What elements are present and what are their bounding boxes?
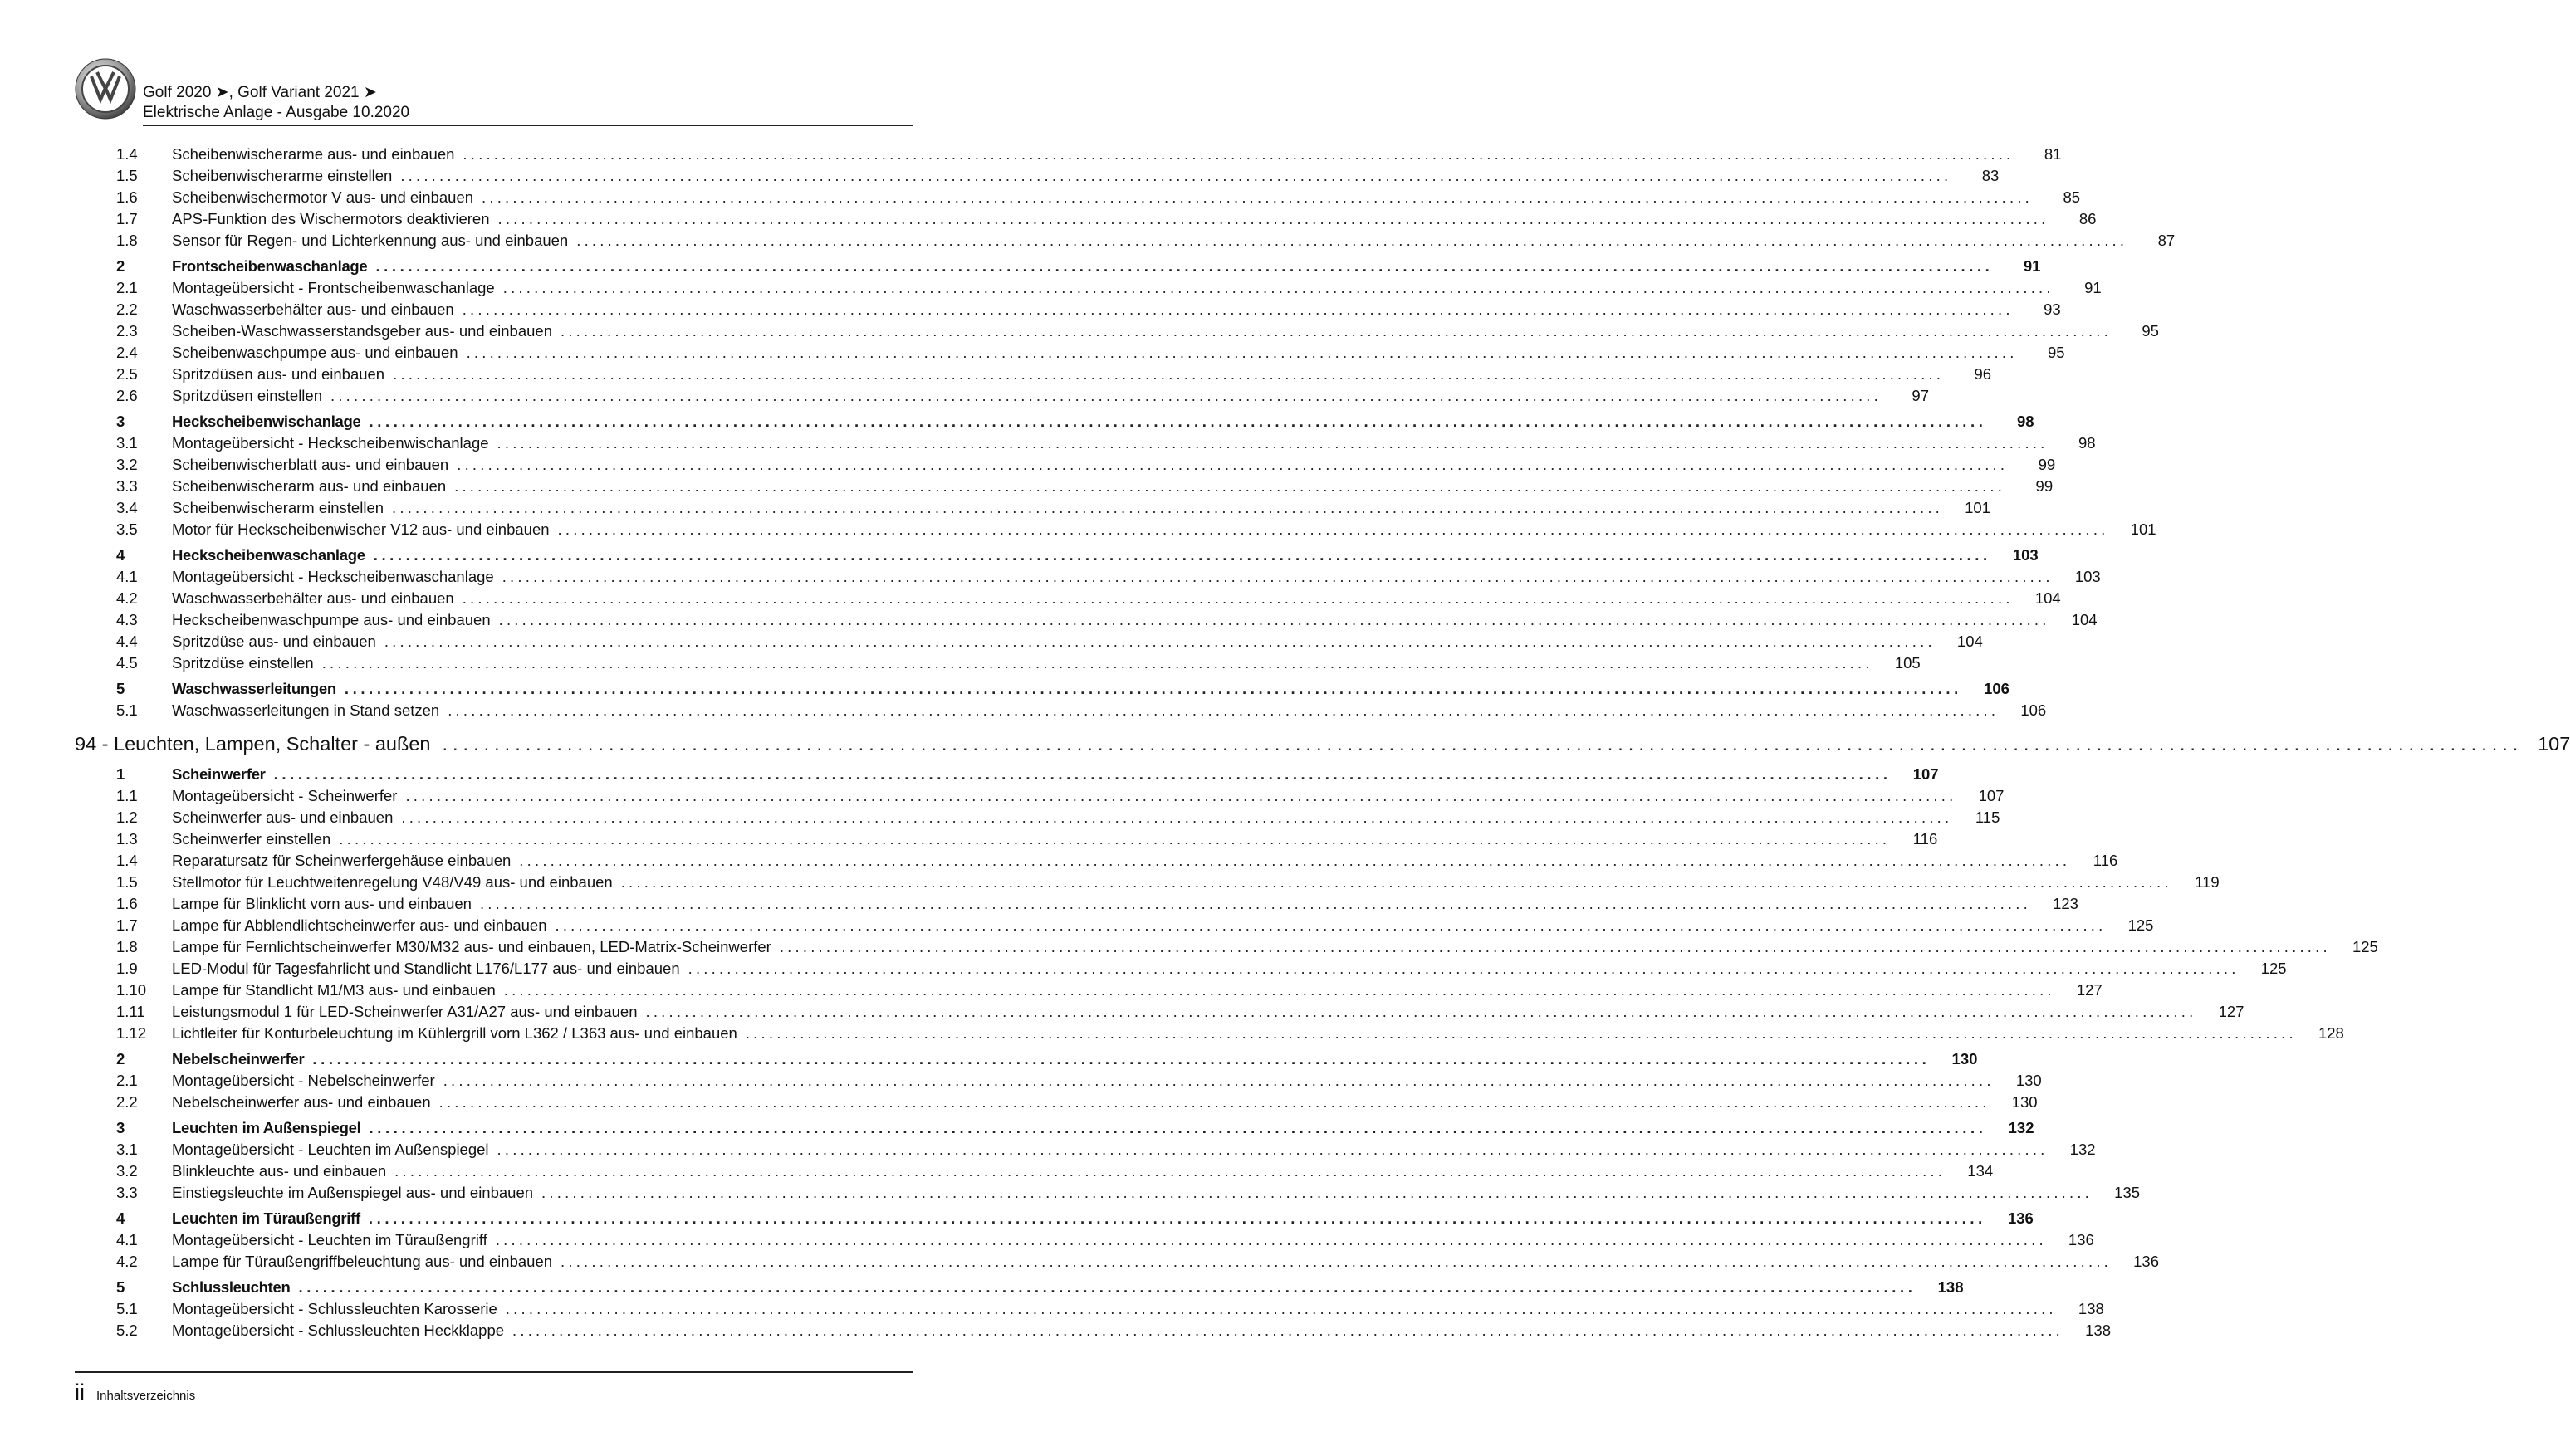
toc-entry[interactable] xyxy=(75,1092,2038,1113)
toc-dot-leader: ........................................................................................................................................................................................................ xyxy=(344,680,1962,697)
toc-entry-page: 101 xyxy=(1965,499,1991,516)
toc-entry-page: 87 xyxy=(2157,232,2176,249)
toc-entry-title: Lampe für Fernlichtscheinwerfer M30/M32 aus- und einbauen, LED-Matrix-Scheinwerfer xyxy=(172,938,771,955)
toc-dot-leader: ........................................................................................................................................................................................................ xyxy=(688,960,2240,977)
toc-dot-leader: ........................................................................................................................................................................................................ xyxy=(512,1322,2064,1339)
toc-entry-title: Lichtleiter für Konturbeleuchtung im Kühlergrill vorn L362 / L363 aus- und einbauen xyxy=(172,1024,737,1042)
toc-dot-leader: ........................................................................................................................................................................................................ xyxy=(339,830,1891,848)
toc-entry-page: 101 xyxy=(2130,520,2156,538)
toc-entry-page: 130 xyxy=(1951,1050,1978,1068)
toc-entry-title: Scheinwerfer aus- und einbauen xyxy=(172,809,394,826)
toc-entry[interactable] xyxy=(75,432,2096,454)
toc-dot-leader: ........................................................................................................................................................................................................ xyxy=(745,1024,2297,1042)
toc-entry[interactable] xyxy=(75,700,2047,721)
toc-entry-title: Montageübersicht - Leuchten im Türaußengriff xyxy=(172,1231,487,1248)
toc-entry[interactable] xyxy=(75,1160,1994,1182)
toc-entry-title: APS-Funktion des Wischermotors deaktivieren xyxy=(172,210,490,227)
toc-chapter-entry[interactable] xyxy=(75,764,1939,785)
toc-entry-number: 5 xyxy=(116,680,125,697)
toc-dot-leader: ........................................................................................................................................................................................................ xyxy=(497,1141,2049,1158)
toc-entry-title: Scheibenwischerarm aus- und einbauen xyxy=(172,477,447,495)
footer-page-number: ii xyxy=(75,1380,85,1405)
toc-entry-number: 3.2 xyxy=(116,456,138,473)
toc-entry-title: Montageübersicht - Scheinwerfer xyxy=(172,787,398,804)
toc-entry-number: 2.5 xyxy=(116,365,138,383)
toc-dot-leader: ........................................................................................................................................................................................................ xyxy=(497,210,2049,227)
toc-dot-leader: ........................................................................................................................................................................................................ xyxy=(541,1184,2093,1201)
toc-entry-page: 132 xyxy=(2008,1119,2034,1136)
toc-entry-page: 127 xyxy=(2076,981,2103,999)
table-of-contents xyxy=(75,144,2570,1341)
toc-dot-leader: ........................................................................................................................................................................................................ xyxy=(369,413,1987,430)
toc-entry[interactable] xyxy=(75,385,1929,407)
toc-entry-number: 2.2 xyxy=(116,1093,138,1111)
toc-entry-page: 132 xyxy=(2069,1141,2096,1158)
toc-dot-leader: ........................................................................................................................................................................................................ xyxy=(576,232,2128,249)
toc-dot-leader: ........................................................................................................................................................................................................ xyxy=(392,499,1944,516)
toc-entry[interactable] xyxy=(75,1320,2112,1341)
toc-entry-number: 2 xyxy=(116,257,125,275)
toc-dot-leader: ........................................................................................................................................................................................................ xyxy=(373,546,1991,564)
toc-entry-number: 2.6 xyxy=(116,387,138,404)
toc-entry-number: 1.4 xyxy=(116,852,138,869)
toc-dot-leader: ........................................................................................................................................................................................................ xyxy=(620,873,2172,891)
toc-entry-number: 3.1 xyxy=(116,434,138,452)
toc-dot-leader: ........................................................................................................................................................................................................ xyxy=(312,1050,1931,1068)
toc-entry-title: Blinkleuchte aus- und einbauen xyxy=(172,1162,387,1180)
toc-entry-number: 4.3 xyxy=(116,611,138,628)
footer-divider xyxy=(75,1371,913,1373)
toc-entry-number: 5.2 xyxy=(116,1322,138,1339)
toc-dot-leader: ........................................................................................................................................................................................................ xyxy=(463,145,2014,163)
toc-entry[interactable] xyxy=(75,299,2061,320)
toc-chapter-entry[interactable] xyxy=(75,411,2034,432)
toc-entry-page: 98 xyxy=(2016,413,2034,430)
toc-entry[interactable] xyxy=(75,828,1938,850)
vw-logo-icon xyxy=(75,58,136,120)
toc-entry-number: 1.8 xyxy=(116,938,138,955)
toc-entry-title: Waschwasserbehälter aus- und einbauen xyxy=(172,300,454,318)
toc-chapter-entry[interactable] xyxy=(75,1048,1978,1070)
document-title xyxy=(143,83,409,123)
toc-entry-number: 4.1 xyxy=(116,1231,138,1248)
toc-entry[interactable] xyxy=(75,1298,2104,1320)
toc-dot-leader: ........................................................................................................................................................................................................ xyxy=(561,1253,2112,1270)
toc-entry[interactable] xyxy=(75,320,2159,342)
toc-entry-page: 136 xyxy=(2068,1231,2094,1248)
toc-entry-number: 3.1 xyxy=(116,1141,138,1158)
page-header xyxy=(75,58,913,129)
toc-dot-leader: ........................................................................................................................................................................................................ xyxy=(321,654,1873,672)
toc-dot-leader: ........................................................................................................................................................................................................ xyxy=(369,1119,1987,1136)
toc-entry-title: Heckscheibenwaschanlage xyxy=(172,546,365,564)
toc-dot-leader: ........................................................................................................................................................................................................ xyxy=(298,1278,1916,1296)
toc-dot-leader: ........................................................................................................................................................................................................ xyxy=(368,1209,1986,1227)
toc-entry-number: 1.12 xyxy=(116,1024,147,1042)
toc-entry-title: Heckscheibenwaschpumpe aus- und einbauen xyxy=(172,611,491,628)
toc-entry-page: 130 xyxy=(2011,1093,2038,1111)
toc-entry-page: 119 xyxy=(2195,873,2220,891)
toc-chapter-entry[interactable] xyxy=(75,545,2039,566)
toc-entry-page: 134 xyxy=(1967,1162,1994,1180)
toc-entry-page: 96 xyxy=(1974,365,1992,383)
toc-entry-number: 2.2 xyxy=(116,300,138,318)
toc-entry-page: 123 xyxy=(2053,895,2078,912)
toc-entry-number: 4.1 xyxy=(116,568,138,585)
toc-dot-leader: ........................................................................................................................................................................................................ xyxy=(462,589,2014,607)
toc-entry-title: Spritzdüsen aus- und einbauen xyxy=(172,365,385,383)
toc-dot-leader: ........................................................................................................................................................................................................ xyxy=(645,1003,2197,1020)
toc-dot-leader: ........................................................................................................................................................................................................ xyxy=(495,1231,2047,1248)
toc-entry-title: Montageübersicht - Heckscheibenwischanlage xyxy=(172,434,489,452)
toc-entry[interactable] xyxy=(75,519,2156,540)
toc-entry-title: Sensor für Regen- und Lichterkennung aus- und einbauen xyxy=(172,232,569,249)
toc-entry-number: 1.5 xyxy=(116,167,138,184)
toc-entry-title: Nebelscheinwerfer xyxy=(172,1050,305,1068)
toc-entry-title: Scheiben-Waschwasserstandsgeber aus- und einbauen xyxy=(172,322,552,340)
toc-entry[interactable] xyxy=(75,1001,2244,1023)
toc-entry-number: 2.1 xyxy=(116,1072,138,1089)
toc-entry-page: 138 xyxy=(1937,1278,1964,1296)
toc-entry-page: 93 xyxy=(2044,300,2061,318)
toc-dot-leader: ........................................................................................................................................................................................................ xyxy=(502,279,2054,296)
toc-dot-leader: ........................................................................................................................................................................................................ xyxy=(497,434,2049,452)
toc-entry[interactable] xyxy=(75,588,2061,609)
toc-entry-number: 5 xyxy=(116,1278,125,1296)
toc-entry-number: 1.3 xyxy=(116,830,138,848)
toc-entry-title: Schlussleuchten xyxy=(172,1278,291,1296)
toc-dot-leader: ........................................................................................................................................................................................................ xyxy=(443,1072,1995,1089)
toc-entry-page: 95 xyxy=(2047,344,2065,361)
toc-entry-page: 106 xyxy=(2020,701,2047,719)
toc-entry-title: Montageübersicht - Schlussleuchten Karosserie xyxy=(172,1300,497,1317)
toc-entry-number: 1.1 xyxy=(116,787,138,804)
toc-chapter-entry[interactable] xyxy=(75,1117,2034,1139)
toc-entry-number: 3 xyxy=(116,1119,125,1136)
toc-entry-title: Lampe für Standlicht M1/M3 aus- und einbauen xyxy=(172,981,496,999)
toc-entry[interactable] xyxy=(75,958,2287,980)
toc-entry[interactable] xyxy=(75,187,2081,208)
header-divider xyxy=(143,125,913,126)
toc-entry[interactable] xyxy=(75,342,2065,364)
toc-entry-page: 99 xyxy=(2038,456,2056,473)
toc-chapter-entry[interactable] xyxy=(75,1277,1964,1298)
toc-entry-title: Scheibenwischerarme aus- und einbauen xyxy=(172,145,455,163)
toc-entry-title: Stellmotor für Leuchtweitenregelung V48/V49 aus- und einbauen xyxy=(172,873,613,891)
toc-chapter-entry[interactable] xyxy=(75,678,2009,700)
toc-dot-leader: ........................................................................................................................................................................................................ xyxy=(557,520,2109,538)
toc-entry-title: Lampe für Blinklicht vorn aus- und einbauen xyxy=(172,895,472,912)
toc-entry[interactable] xyxy=(75,980,2103,1001)
toc-dot-leader: ........................................................................................................................................................................................................ xyxy=(505,1300,2057,1317)
toc-dot-leader: ........................................................................................................................................................................................................ xyxy=(384,633,1936,650)
toc-entry-page: 107 xyxy=(1978,787,2005,804)
toc-entry-number: 3 xyxy=(116,413,125,430)
toc-entry-number: 3.2 xyxy=(116,1162,138,1180)
toc-dot-leader: ........................................................................................................................................................................................................ xyxy=(393,365,1945,383)
toc-entry[interactable] xyxy=(75,230,2176,252)
toc-entry-title: Montageübersicht - Schlussleuchten Heckklappe xyxy=(172,1322,505,1339)
toc-entry-title: Scheibenwischerarm einstellen xyxy=(172,499,384,516)
toc-dot-leader: ........................................................................................................................................................................................................ xyxy=(519,852,2071,869)
toc-entry-title: Einstiegsleuchte im Außenspiegel aus- und einbauen xyxy=(172,1184,534,1201)
toc-entry-number: 1.2 xyxy=(116,809,138,826)
toc-entry-page: 125 xyxy=(2260,960,2287,977)
toc-entry-page: 135 xyxy=(2114,1184,2141,1201)
toc-dot-leader: ........................................................................................................................................................................................................ xyxy=(394,1162,1946,1180)
toc-entry-title: Scheibenwaschpumpe aus- und einbauen xyxy=(172,344,458,361)
toc-entry-page: 106 xyxy=(1984,680,2009,697)
toc-dot-leader: ........................................................................................................................................................................................................ xyxy=(454,477,2006,495)
toc-entry-number: 1.5 xyxy=(116,873,138,891)
toc-entry-title: Leistungsmodul 1 für LED-Scheinwerfer A31/A27 aus- und einbauen xyxy=(172,1003,638,1020)
toc-entry[interactable] xyxy=(75,1023,2344,1044)
toc-entry-page: 86 xyxy=(2078,210,2097,227)
toc-entry-page: 97 xyxy=(1912,387,1929,404)
toc-dot-leader: ........................................................................................................................................................................................................ xyxy=(438,1093,1990,1111)
toc-entry-page: 104 xyxy=(1956,633,1983,650)
toc-entry-number: 4.2 xyxy=(116,1253,138,1270)
toc-entry-number: 4.5 xyxy=(116,654,138,672)
toc-entry-page: 103 xyxy=(2074,568,2101,585)
toc-entry-page: 125 xyxy=(2127,916,2154,934)
toc-entry[interactable] xyxy=(75,807,2000,828)
toc-dot-leader: ........................................................................................................................................................................................................ xyxy=(503,981,2055,999)
toc-entry[interactable] xyxy=(75,364,1992,385)
toc-entry[interactable] xyxy=(75,497,1991,519)
toc-entry-page: 91 xyxy=(2023,257,2041,275)
toc-entry-title: Heckscheibenwischanlage xyxy=(172,413,361,430)
toc-entry-title: Scheinwerfer xyxy=(172,765,266,783)
toc-entry-page: 128 xyxy=(2318,1024,2344,1042)
toc-entry-title: Montageübersicht - Leuchten im Außenspiegel xyxy=(172,1141,489,1158)
toc-entry-page: 98 xyxy=(2078,434,2096,452)
toc-entry-page: 107 xyxy=(1912,765,1939,783)
toc-dot-leader: ........................................................................................................................................................................................................ xyxy=(466,344,2018,361)
toc-entry-number: 1.9 xyxy=(116,960,138,977)
toc-entry-page: 136 xyxy=(2007,1209,2034,1227)
toc-entry-number: 2 xyxy=(116,1050,125,1068)
toc-dot-leader: ........................................................................................................................................................................................................ xyxy=(479,895,2031,912)
toc-entry-number: 5.1 xyxy=(116,701,138,719)
toc-entry-title: Waschwasserleitungen in Stand setzen xyxy=(172,701,440,719)
toc-entry-page: 107 xyxy=(2538,733,2570,755)
toc-dot-leader: ........................................................................................................................................................................................................ xyxy=(330,387,1882,404)
toc-entry-number: 2.4 xyxy=(116,344,138,361)
toc-chapter-entry[interactable] xyxy=(75,256,2041,277)
toc-entry-page: 125 xyxy=(2352,938,2378,955)
footer-label: Inhaltsverzeichnis xyxy=(96,1389,196,1403)
toc-entry-title: Frontscheibenwaschanlage xyxy=(172,257,368,275)
toc-entry[interactable] xyxy=(75,936,2378,958)
toc-dot-leader: ........................................................................................................................................................................................................ xyxy=(555,916,2107,934)
toc-dot-leader: ........................................................................................................................................................................................................ xyxy=(498,611,2050,628)
toc-entry-page: 115 xyxy=(1975,809,2000,826)
toc-entry[interactable] xyxy=(75,566,2101,588)
toc-entry-page: 81 xyxy=(2044,145,2062,163)
toc-entry[interactable] xyxy=(75,476,2054,497)
toc-entry-number: 4.4 xyxy=(116,633,138,650)
toc-entry-page: 95 xyxy=(2142,322,2159,340)
toc-entry-number: 2.3 xyxy=(116,322,138,340)
toc-entry-page: 127 xyxy=(2218,1003,2244,1020)
toc-entry[interactable] xyxy=(75,208,2097,230)
toc-entry-title: Leuchten im Türaußengriff xyxy=(172,1209,360,1227)
toc-dot-leader: ........................................................................................................................................................................................................ xyxy=(482,188,2034,206)
toc-entry-title: Lampe für Türaußengriffbeleuchtung aus- und einbauen xyxy=(172,1253,553,1270)
toc-entry-title: Leuchten im Außenspiegel xyxy=(172,1119,361,1136)
toc-entry[interactable] xyxy=(75,1229,2094,1251)
toc-dot-leader: ........................................................................................................................................................................................................ xyxy=(779,938,2331,955)
toc-chapter-entry[interactable] xyxy=(75,1208,2034,1229)
toc-entry-number: 1.6 xyxy=(116,895,138,912)
toc-entry-title: Scheinwerfer einstellen xyxy=(172,830,331,848)
toc-section-entry[interactable] xyxy=(75,728,2570,760)
toc-entry-title: Montageübersicht - Heckscheibenwaschanlage xyxy=(172,568,494,585)
toc-entry-title: Montageübersicht - Nebelscheinwerfer xyxy=(172,1072,435,1089)
toc-entry-page: 130 xyxy=(2015,1072,2042,1089)
toc-dot-leader: ........................................................................................................................................................................................................ xyxy=(273,765,1892,783)
toc-entry-page: 138 xyxy=(2085,1322,2112,1339)
toc-dot-leader: ........................................................................................................................................................................................................ xyxy=(400,167,1952,184)
toc-entry-number: 1 xyxy=(116,765,125,783)
toc-entry[interactable] xyxy=(75,915,2154,936)
toc-entry-title: Scheibenwischermotor V aus- und einbauen xyxy=(172,188,474,206)
toc-entry[interactable] xyxy=(75,277,2102,299)
toc-entry[interactable] xyxy=(75,1251,2160,1273)
toc-dot-leader: ........................................................................................................................................................................................................ xyxy=(457,456,2009,473)
toc-entry-page: 104 xyxy=(2071,611,2098,628)
toc-entry-number: 4 xyxy=(116,546,125,564)
toc-entry-number: 1.7 xyxy=(116,916,138,934)
toc-entry-title: Reparatursatz für Scheinwerfergehäuse einbauen xyxy=(172,852,512,869)
toc-entry-page: 116 xyxy=(1912,830,1938,848)
toc-entry-title: Spritzdüse einstellen xyxy=(172,654,314,672)
toc-entry[interactable] xyxy=(75,893,2078,915)
toc-entry-number: 1.4 xyxy=(116,145,138,163)
toc-entry-page: 136 xyxy=(2133,1253,2160,1270)
toc-entry-page: 99 xyxy=(2035,477,2054,495)
toc-entry-title: Lampe für Abblendlichtscheinwerfer aus- und einbauen xyxy=(172,916,547,934)
toc-entry-number: 1.11 xyxy=(116,1003,145,1020)
toc-entry-title: Scheibenwischerarme einstellen xyxy=(172,167,393,184)
toc-entry-number: 1.6 xyxy=(116,188,138,206)
toc-entry[interactable] xyxy=(75,785,2005,807)
toc-entry-page: 104 xyxy=(2034,589,2061,607)
toc-entry[interactable] xyxy=(75,1139,2096,1160)
toc-entry[interactable] xyxy=(75,1182,2141,1204)
toc-dot-leader: ........................................................................................................................................................................................................ xyxy=(448,701,2000,719)
toc-entry-title: Waschwasserbehälter aus- und einbauen xyxy=(172,589,454,607)
toc-entry-page: 138 xyxy=(2078,1300,2104,1317)
toc-dot-leader: ........................................................................................................................................................................................................ xyxy=(442,733,2523,755)
toc-entry-number: 1.8 xyxy=(116,232,138,249)
toc-entry-number: 4 xyxy=(116,1209,125,1227)
toc-entry-page: 103 xyxy=(2012,546,2039,564)
toc-entry[interactable] xyxy=(75,144,2062,165)
toc-entry[interactable] xyxy=(75,631,1983,652)
toc-entry-number: 3.3 xyxy=(116,477,138,495)
toc-dot-leader: ........................................................................................................................................................................................................ xyxy=(401,809,1953,826)
toc-entry-number: 2.1 xyxy=(116,279,138,296)
toc-entry[interactable] xyxy=(75,609,2098,631)
header-line-2: Elektrische Anlage - Ausgabe 10.2020 xyxy=(143,104,410,121)
toc-entry-page: 116 xyxy=(2093,852,2118,869)
toc-dot-leader: ........................................................................................................................................................................................................ xyxy=(375,257,1994,275)
toc-entry-title: Spritzdüsen einstellen xyxy=(172,387,322,404)
toc-entry[interactable] xyxy=(75,165,2000,187)
toc-entry[interactable] xyxy=(75,652,1921,674)
toc-entry[interactable] xyxy=(75,454,2056,476)
toc-entry-page: 105 xyxy=(1894,654,1921,672)
page-footer xyxy=(75,1380,195,1408)
toc-entry-title: Waschwasserleitungen xyxy=(172,680,336,697)
toc-dot-leader: ........................................................................................................................................................................................................ xyxy=(560,322,2112,340)
toc-entry-number: 4.2 xyxy=(116,589,138,607)
toc-entry-number: 5.1 xyxy=(116,1300,138,1317)
toc-entry-number: 1.10 xyxy=(116,981,147,999)
toc-entry-title: Spritzdüse aus- und einbauen xyxy=(172,633,376,650)
toc-entry-number: 1.7 xyxy=(116,210,138,227)
toc-dot-leader: ........................................................................................................................................................................................................ xyxy=(502,568,2054,585)
toc-entry-page: 83 xyxy=(1981,167,2000,184)
toc-dot-leader: ........................................................................................................................................................................................................ xyxy=(462,300,2014,318)
toc-entry-title: Scheibenwischerblatt aus- und einbauen xyxy=(172,456,449,473)
toc-entry-number: 3.5 xyxy=(116,520,138,538)
toc-dot-leader: ........................................................................................................................................................................................................ xyxy=(405,787,1957,804)
toc-entry-number: 3.3 xyxy=(116,1184,138,1201)
toc-entry-title: 94 - Leuchten, Lampen, Schalter - außen xyxy=(75,733,431,755)
toc-entry[interactable] xyxy=(75,872,2220,893)
toc-entry-number: 3.4 xyxy=(116,499,138,516)
toc-entry-page: 91 xyxy=(2084,279,2102,296)
toc-entry[interactable] xyxy=(75,1070,2042,1092)
toc-entry-title: Nebelscheinwerfer aus- und einbauen xyxy=(172,1093,431,1111)
toc-entry-page: 85 xyxy=(2063,188,2081,206)
header-line-1: Golf 2020 ➤, Golf Variant 2021 ➤ xyxy=(143,84,377,101)
toc-entry-title: Motor für Heckscheibenwischer V12 aus- und einbauen xyxy=(172,520,550,538)
toc-entry-title: Montageübersicht - Frontscheibenwaschanlage xyxy=(172,279,495,296)
toc-entry[interactable] xyxy=(75,850,2118,872)
toc-entry-title: LED-Modul für Tagesfahrlicht und Standlicht L176/L177 aus- und einbauen xyxy=(172,960,680,977)
